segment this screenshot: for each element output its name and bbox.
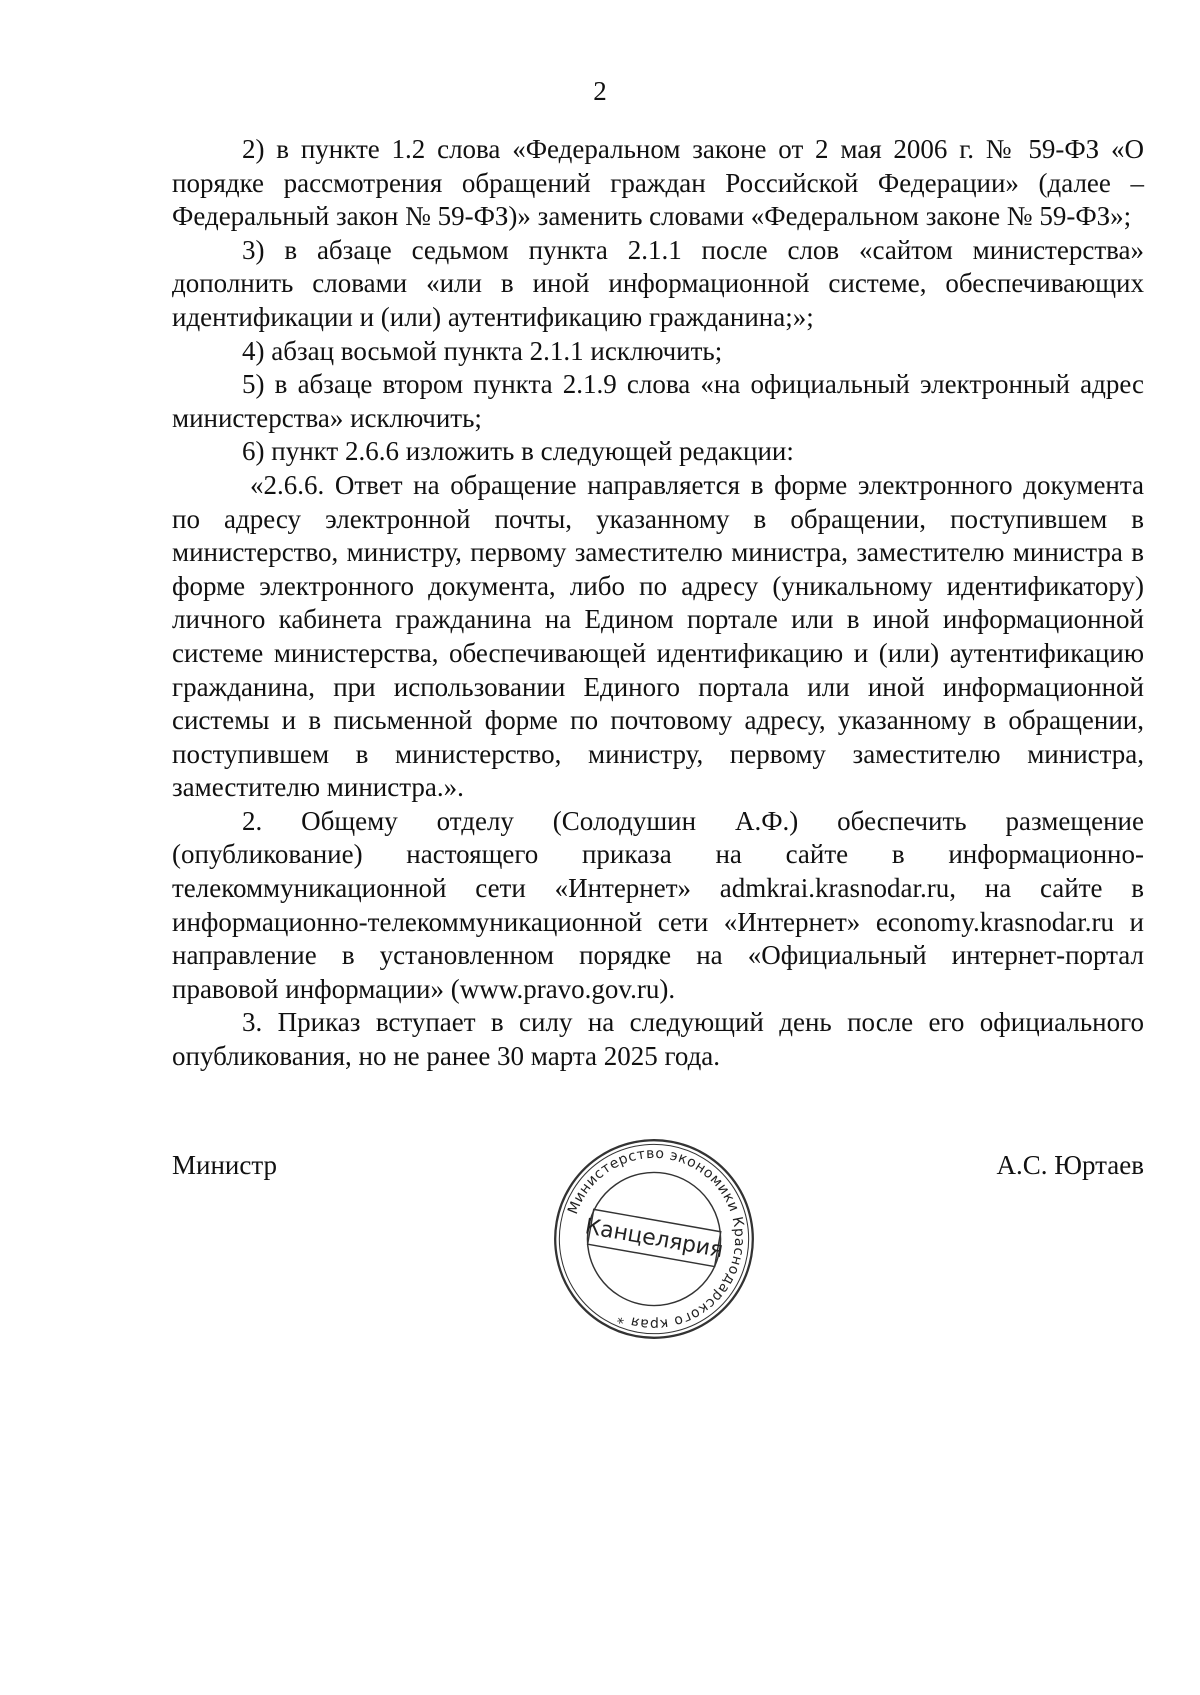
paragraph-item-5: 5) в абзаце втором пункта 2.1.9 слова «на официальный электронный адрес министерства» исключить; [172,369,1144,433]
signatory-title: Министр [172,1150,277,1180]
paragraph-point-2: 2. Общему отделу (Солодушин А.Ф.) обеспечить размещение (опубликование) настоящего приказа на сайте в информационно-телекоммуникационной сети «Интернет» admkrai.krasnodar.ru, на сайте в информационно-телекоммуникационной сети «Интернет» economy.krasnodar.ru и направление в установленном порядке на «Официальный интернет-портал правовой информации» (www.pravo.gov.ru). [172,805,1144,1004]
paragraph-item-6: 6) пункт 2.6.6 изложить в следующей редакции: [242,436,794,467]
stamp-ring-text: Министерство экономики Краснодарского края * [565,1145,748,1333]
office-stamp [534,1119,775,1360]
paragraph-point-3: 3. Приказ вступает в силу на следующий день после его официального опубликования, но не ранее 30 марта 2025 года. [172,1007,1144,1072]
stamp-center-text: Канцелярия [583,1214,725,1264]
paragraph-quoted-2-6-6: «2.6.6. Ответ на обращение направляется в форме электронного документа по адресу электронной почты, указанному в обращении, поступившем в министерство, министру, первому заместителю министра, заместителю министра в форме электронного документа, либо по адресу (уникальному идентификатору) личного кабинета гражданина на Едином портале или в иной информационной системе министерства, обеспечивающей идентификацию и (или) аутентификацию гражданина, при использовании Единого портала или иной информационной системы и в письменной форме по почтовому адресу, указанному в обращении, поступившем в министерство, министру, первому заместителю министра, заместителю министра.». [172,469,1144,803]
paragraph-item-3: 3) в абзаце седьмом пункта 2.1.1 после слов «сайтом министерства» дополнить словами «или в иной информационной системе, обеспечивающих идентификации и (или) аутентификацию гражданина;»; [172,234,1144,332]
page-number: 2 [593,76,607,106]
paragraph-item-2: 2) в пункте 1.2 слова «Федеральном законе от 2 мая 2006 г. № 59-ФЗ «О порядке рассмотрения обращений граждан Российской Федерации» (далее – Федеральный закон № 59-ФЗ)» заменить словами «Федеральном законе № 59-ФЗ»; [172,134,1144,232]
document-body [172,133,1144,1074]
paragraph-item-4: 4) абзац восьмой пункта 2.1.1 исключить; [242,335,723,366]
signatory-name: А.С. Юртаев [996,1150,1144,1180]
